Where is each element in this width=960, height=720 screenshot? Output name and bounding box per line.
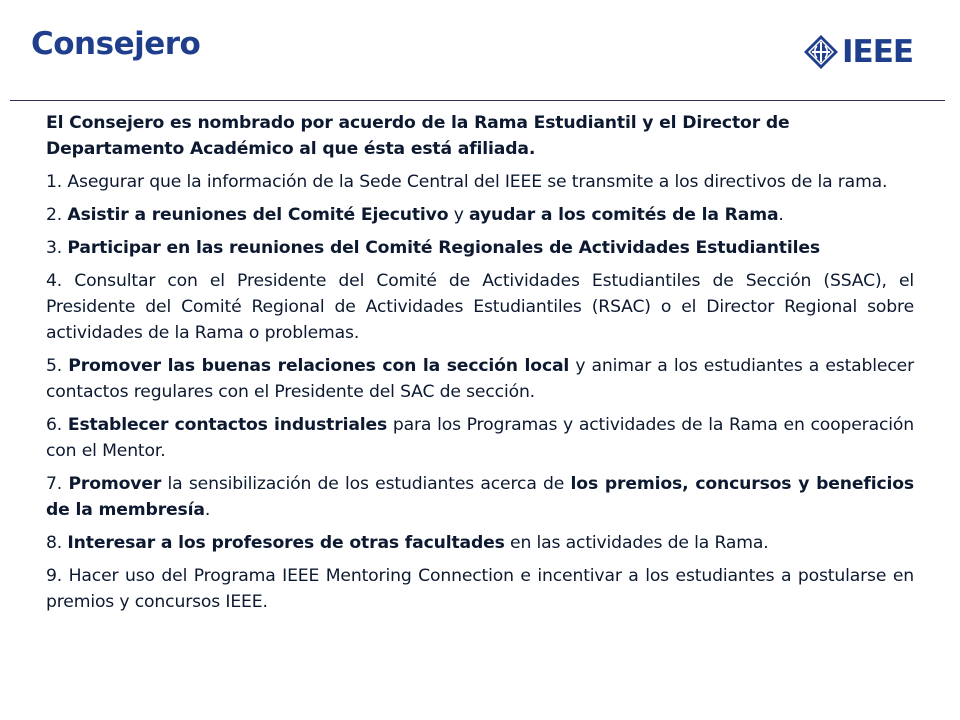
item-number: 2. — [46, 205, 68, 225]
list-item-3 — [46, 235, 914, 261]
page-title: Consejero — [31, 26, 201, 62]
item-number: 5. — [46, 356, 69, 376]
item-number: 7. — [46, 474, 69, 494]
list-item-5 — [46, 353, 914, 405]
item-bold-text: Asistir a reuniones del Comité Ejecutivo — [67, 205, 449, 225]
item-text: Asegurar que la información de la Sede Central del IEEE se transmite a los directivos de la rama. — [67, 172, 888, 192]
item-text: . — [778, 205, 784, 225]
item-number: 3. — [46, 238, 68, 258]
item-text: la sensibilización de los estudiantes acerca de — [161, 474, 571, 494]
item-text: Consultar con el Presidente del Comité de Actividades Estudiantiles de Sección (SSAC), el Presidente del Comité Regional de Actividades Estudiantiles (RSAC) o el Director Regional sobre actividades de la Rama o problemas. — [46, 271, 914, 343]
item-bold-text: Promover las buenas relaciones con la sección local — [68, 356, 570, 376]
item-text: en las actividades de la Rama. — [504, 533, 769, 553]
list-item-4 — [46, 268, 914, 346]
content-body — [46, 110, 914, 622]
ieee-kite-icon — [803, 34, 839, 70]
list-item-9 — [46, 563, 914, 615]
logo-wordmark: IEEE — [842, 34, 914, 70]
item-bold-text: Participar en las reuniones del Comité Regionales de Actividades Estudiantiles — [67, 238, 820, 258]
header-divider — [10, 100, 945, 101]
item-bold-text: ayudar a los comités de la Rama — [469, 205, 779, 225]
item-bold-text: Promover — [68, 474, 162, 494]
item-number: 8. — [46, 533, 68, 553]
item-text: . — [204, 500, 211, 520]
item-number: 4. — [46, 271, 75, 291]
item-text: y animar a los estudiantes a establecer contactos regulares con el Presidente del SAC de sección. — [46, 356, 914, 402]
item-text: y — [448, 205, 470, 225]
ieee-logo — [803, 32, 913, 72]
item-number: 6. — [46, 415, 68, 435]
item-bold-text: Interesar a los profesores de otras facultades — [67, 533, 505, 553]
list-item-8 — [46, 530, 914, 556]
list-item-2 — [46, 202, 914, 228]
item-bold-text: los premios, concursos y beneficios de la membresía — [46, 474, 914, 520]
list-item-1 — [46, 169, 914, 195]
list-item-7 — [46, 471, 914, 523]
item-number: 1. — [46, 172, 68, 192]
item-text: para los Programas y actividades de la Rama en cooperación con el Mentor. — [46, 415, 915, 461]
item-number: 9. — [46, 566, 69, 586]
item-text: Hacer uso del Programa IEEE Mentoring Connection e incentivar a los estudiantes a postularse en premios y concursos IEEE. — [46, 566, 914, 612]
intro-paragraph: El Consejero es nombrado por acuerdo de la Rama Estudiantil y el Director de Departamento Académico al que ésta está afiliada. — [46, 113, 790, 159]
list-item-6 — [46, 412, 914, 464]
item-bold-text: Establecer contactos industriales — [67, 415, 388, 435]
